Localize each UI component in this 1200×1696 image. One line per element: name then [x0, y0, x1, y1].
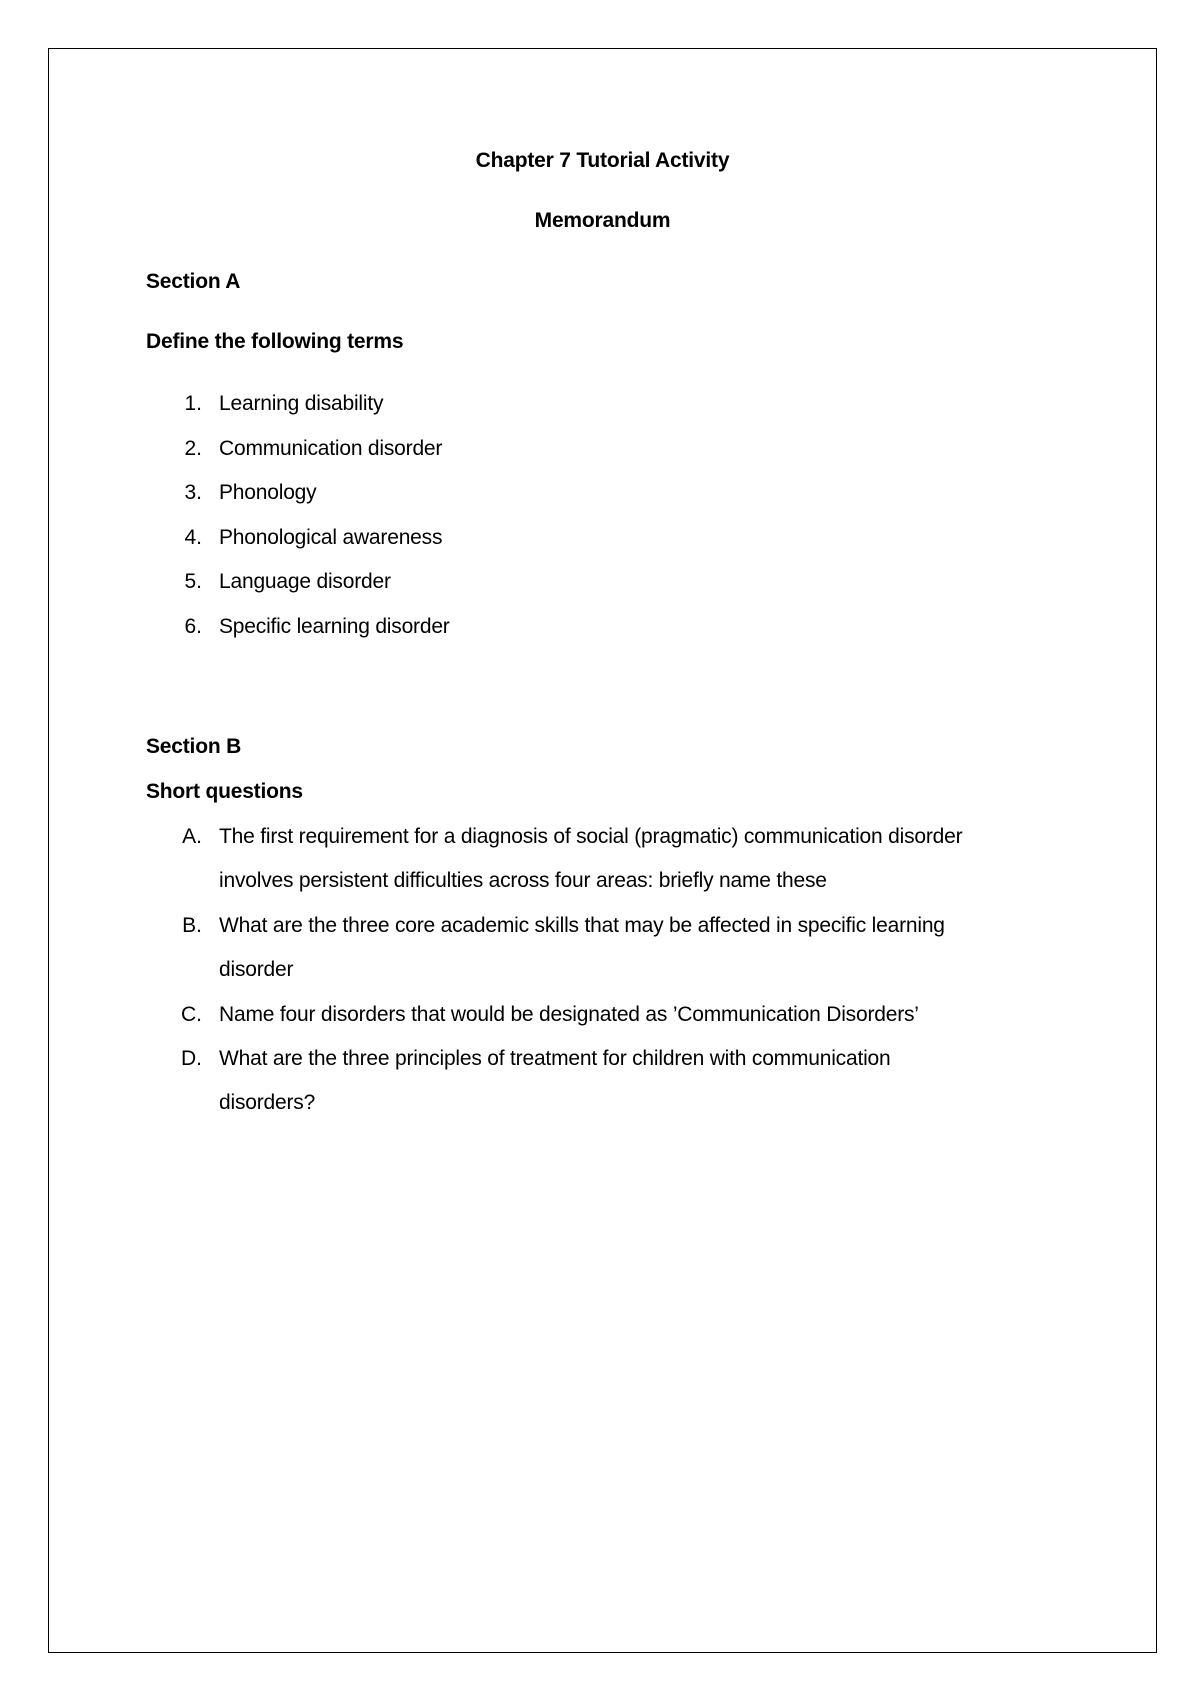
list-item-text-continued: disorders? — [219, 1091, 316, 1114]
section-b-instruction: Short questions — [146, 780, 303, 803]
list-marker: A. — [182, 825, 202, 848]
list-marker: 5. — [184, 570, 202, 593]
list-item-text: Language disorder — [219, 570, 391, 593]
document-subtitle: Memorandum — [534, 209, 671, 232]
list-item-text: Specific learning disorder — [219, 615, 450, 638]
list-item-text: Phonology — [219, 481, 317, 504]
list-marker: 6. — [184, 615, 202, 638]
list-marker: 2. — [184, 437, 202, 460]
section-a-instruction: Define the following terms — [146, 330, 404, 353]
section-b-heading: Section B — [146, 735, 242, 758]
section-a-heading: Section A — [146, 270, 241, 293]
list-item-text: Communication disorder — [219, 437, 443, 460]
list-marker: 4. — [184, 526, 202, 549]
list-marker: 3. — [184, 481, 202, 504]
list-item-text: The first requirement for a diagnosis of social (pragmatic) communication disorder — [219, 825, 963, 848]
document-title: Chapter 7 Tutorial Activity — [475, 149, 730, 172]
list-item-text: What are the three core academic skills that may be affected in specific learning — [219, 914, 945, 937]
list-item-text: Name four disorders that would be designated as ’Communication Disorders’ — [219, 1003, 919, 1026]
list-marker: C. — [181, 1003, 202, 1026]
list-item-text-continued: disorder — [219, 958, 294, 981]
list-item-text: Learning disability — [219, 392, 384, 415]
list-marker: B. — [182, 914, 202, 937]
list-item-text: What are the three principles of treatment for children with communication — [219, 1047, 891, 1070]
list-item-text: Phonological awareness — [219, 526, 443, 549]
list-item-text-continued: involves persistent difficulties across four areas: briefly name these — [219, 869, 827, 892]
list-marker: 1. — [184, 392, 202, 415]
list-marker: D. — [181, 1047, 202, 1070]
